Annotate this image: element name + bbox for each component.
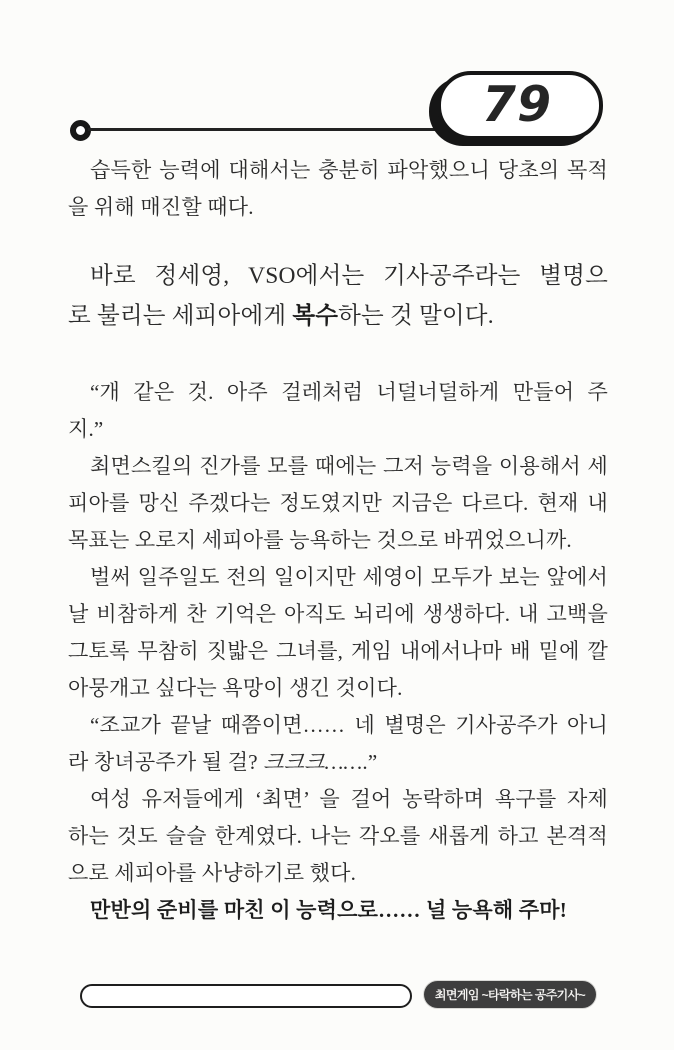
text-segment: 아뭉개고 싶다는 욕망이 생긴 것이다. (68, 676, 403, 700)
page-number-badge (437, 71, 603, 140)
text-line (68, 707, 608, 744)
text-segment: 지.” (68, 417, 104, 441)
paragraph (68, 559, 608, 707)
text-segment: 바로 정세영, VSO에서는 기사공주라는 별명으 (90, 263, 608, 289)
text-segment: 하는 것 말이다. (338, 303, 494, 329)
text-line (68, 485, 608, 522)
text-segment: “개 같은 것. 아주 걸레처럼 너덜너덜하게 만들어 주 (90, 380, 608, 404)
text-content (68, 152, 608, 929)
text-segment: 여성 유저들에게 ‘최면’ 을 걸어 농락하며 욕구를 자제 (90, 787, 608, 811)
text-segment: 만반의 준비를 마친 이 능력으로…… 널 능욕해 주마! (90, 898, 567, 922)
series-title-badge (424, 981, 596, 1008)
text-segment: 습득한 능력에 대해서는 충분히 파악했으니 당초의 목적 (90, 158, 608, 182)
paragraph (68, 374, 608, 448)
header-rule (88, 128, 440, 131)
text-segment: 크크크…… (263, 750, 363, 774)
text-segment: “조교가 끝날 때쯤이면…… 네 별명은 기사공주가 아니 (90, 713, 608, 737)
text-segment: 라 창녀공주가 될 걸? (68, 750, 264, 774)
text-segment: 복수 (292, 303, 339, 329)
text-line (68, 855, 608, 892)
text-segment: 으로 세피아를 사냥하기로 했다. (68, 861, 357, 885)
text-line (68, 781, 608, 818)
text-line (68, 892, 608, 929)
text-line (68, 744, 608, 781)
text-line (68, 596, 608, 633)
text-line (68, 633, 608, 670)
text-segment: 피아를 망신 주겠다는 정도였지만 지금은 다르다. 현재 내 (68, 491, 608, 515)
text-line (68, 411, 608, 448)
text-line (68, 818, 608, 855)
paragraph (68, 256, 608, 336)
paragraph (68, 448, 608, 559)
paragraph (68, 892, 608, 929)
text-segment: 로 불리는 세피아에게 (68, 303, 293, 329)
paragraph (68, 781, 608, 892)
page-number: 79 (481, 76, 553, 133)
text-line (68, 670, 608, 707)
text-segment: 을 위해 매진할 때다. (68, 195, 254, 219)
text-segment: 날 비참하게 찬 기억은 아직도 뇌리에 생생하다. 내 고백을 (68, 602, 608, 626)
text-line (68, 448, 608, 485)
text-line (68, 256, 608, 296)
text-line (68, 374, 608, 411)
text-line (68, 152, 608, 189)
text-segment: 목표는 오로지 세피아를 능욕하는 것으로 바뀌었으니까. (68, 528, 572, 552)
paragraph (68, 152, 608, 226)
text-segment: 벌써 일주일도 전의 일이지만 세영이 모두가 보는 앞에서 (90, 565, 608, 589)
footer-box (80, 984, 412, 1008)
text-line (68, 189, 608, 226)
paragraph (68, 707, 608, 781)
text-segment: 하는 것도 슬슬 한계였다. 나는 각오를 새롭게 하고 본격적 (68, 824, 608, 848)
text-line (68, 296, 608, 336)
text-line (68, 522, 608, 559)
text-segment: 그토록 무참히 짓밟은 그녀를, 게임 내에서나마 배 밑에 깔 (68, 639, 608, 663)
series-title: 최면게임 ~타락하는 공주기사~ (434, 988, 586, 1002)
text-line (68, 559, 608, 596)
text-segment: 최면스킬의 진가를 모를 때에는 그저 능력을 이용해서 세 (90, 454, 608, 478)
text-segment: .” (362, 750, 378, 774)
